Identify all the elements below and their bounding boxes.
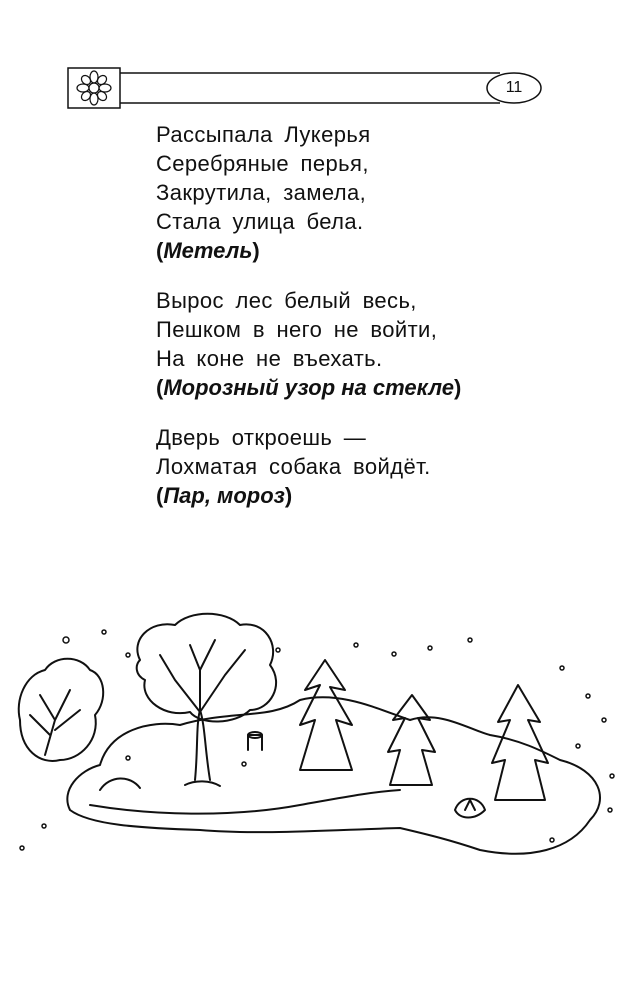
riddle-answer-text: Метель [163, 238, 253, 263]
riddle-answer-text: Пар, мороз [163, 483, 285, 508]
poem-line: Вырос лес белый весь, [156, 288, 417, 313]
poem-line: Серебряные перья, [156, 151, 369, 176]
riddle-2 [156, 286, 576, 402]
riddle-answer: (Метель) [156, 238, 260, 263]
poem-line: Пешком в него не войти, [156, 317, 438, 342]
winter-landscape-icon [0, 600, 644, 880]
poem-line: Закрутила, замела, [156, 180, 367, 205]
poem-line: Рассыпала Лукерья [156, 122, 371, 147]
poem-line: Лохматая собака войдёт. [156, 454, 431, 479]
flower-icon [68, 68, 120, 108]
winter-landscape-drawing [0, 600, 644, 880]
poem-line: На коне не въехать. [156, 346, 383, 371]
riddle-3 [156, 423, 576, 510]
riddle-answer-text: Морозный узор на стекле [163, 375, 454, 400]
page-number: 11 [505, 79, 523, 96]
page-header [0, 0, 644, 120]
riddle-1 [156, 120, 576, 265]
riddle-answer: (Пар, мороз) [156, 483, 293, 508]
riddles [156, 120, 576, 531]
poem-line: Стала улица бела. [156, 209, 364, 234]
poem-line: Дверь откроешь — [156, 425, 367, 450]
riddle-answer: (Морозный узор на стекле) [156, 375, 462, 400]
